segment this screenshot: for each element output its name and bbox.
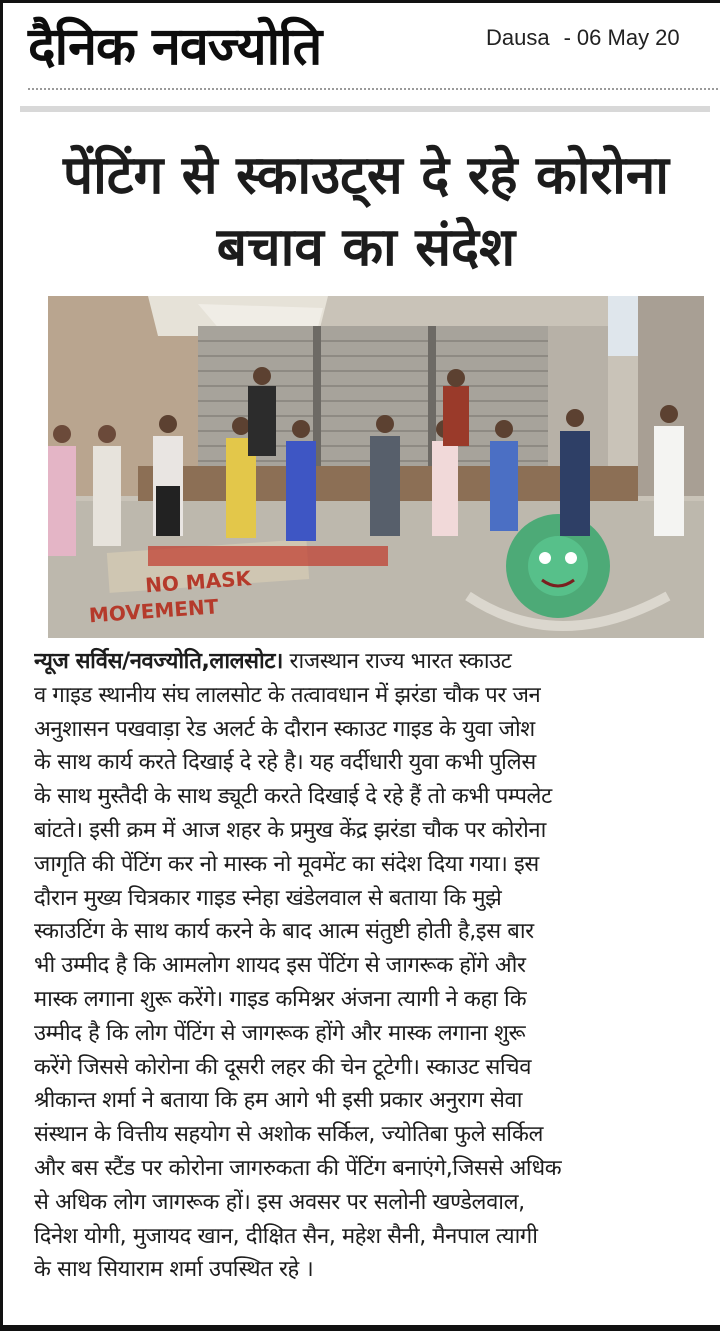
article-line-text: राजस्थान राज्य भारत स्काउट xyxy=(282,649,512,674)
article-line: दिनेश योगी, मुजायद खान, दीक्षित सैन, महेश सैनी, मैनपाल त्यागी xyxy=(34,1223,538,1249)
edition-date: 06 May 20 xyxy=(576,25,680,50)
edition-city: Dausa xyxy=(486,25,550,50)
frame-bottom xyxy=(0,1325,720,1331)
edition-separator: - xyxy=(563,25,571,50)
headline-line-1: पेंटिंग से स्काउट्स दे रहे कोरोना xyxy=(62,145,670,206)
mural-text-line2: MOVEMENT xyxy=(88,594,220,628)
article-line xyxy=(34,645,706,679)
frame-top xyxy=(0,0,720,3)
article-line: करेंगे जिससे कोरोना की दूसरी लहर की चेन टूटेगी। स्काउट सचिव xyxy=(34,1054,532,1080)
article-line: श्रीकान्त शर्मा ने बताया कि हम आगे भी इसी प्रकार अनुराग सेवा xyxy=(34,1088,523,1114)
article-line: मास्क लगाना शुरू करेंगे। गाइड कमिश्नर अंजना त्यागी ने कहा कि xyxy=(34,986,527,1012)
article-line: के साथ सियाराम शर्मा उपस्थित रहे । xyxy=(34,1257,314,1283)
masthead-dotted-rule xyxy=(28,88,718,98)
news-photo xyxy=(48,296,704,638)
article-line: अनुशासन पखवाड़ा रेड अलर्ट के दौरान स्काउट गाइड के युवा जोश xyxy=(34,716,535,742)
headline-line-2: बचाव का संदेश xyxy=(216,217,516,278)
article-line: और बस स्टैंड पर कोरोना जागरुकता की पेंटिंग बनाएंगे,जिससे अधिक xyxy=(34,1155,562,1181)
article-line: व गाइड स्थानीय संघ लालसोट के तत्वावधान में झरंडा चौक पर जन xyxy=(34,682,541,708)
article-line: दौरान मुख्य चित्रकार गाइड स्नेहा खंडेलवाल से बताया कि मुझे xyxy=(34,885,502,911)
article-line: जागृति की पेंटिंग कर नो मास्क नो मूवमेंट का संदेश दिया गया। इस xyxy=(34,851,539,877)
article-line: संस्थान के वित्तीय सहयोग से अशोक सर्किल, ज्योतिबा फुले सर्किल xyxy=(34,1122,543,1148)
article-line: उम्मीद है कि लोग पेंटिंग से जागरूक होंगे और मास्क लगाना शुरू xyxy=(34,1020,526,1046)
edition-dateline xyxy=(486,22,720,54)
newspaper-masthead: दैनिक नवज्योति xyxy=(28,17,322,77)
article-line: से अधिक लोग जागरूक हों। इस अवसर पर सलोनी खण्डेलवाल, xyxy=(34,1189,525,1215)
article-headline xyxy=(28,140,704,290)
article-byline: न्यूज सर्विस/नवज्योति,लालसोट। xyxy=(34,649,283,674)
masthead-rule xyxy=(20,106,710,112)
mural-text-line1: NO MASK xyxy=(144,566,252,598)
article-line: भी उम्मीद है कि आमलोग शायद इस पेंटिंग से जागरूक होंगे और xyxy=(34,953,526,979)
article-body xyxy=(34,645,706,1325)
frame-left xyxy=(0,0,3,1331)
news-photo-illustration xyxy=(48,296,704,638)
article-line: के साथ कार्य करते दिखाई दे रहे है। यह वर्दीधारी युवा कभी पुलिस xyxy=(34,750,536,776)
article-line: बांटते। इसी क्रम में आज शहर के प्रमुख केंद्र झरंडा चौक पर कोरोना xyxy=(34,817,546,843)
article-line: स्काउटिंग के साथ कार्य करने के बाद आत्म संतुष्टी होती है,इस बार xyxy=(34,919,534,945)
article-line: के साथ मुस्तैदी के साथ ड्यूटी करते दिखाई दे रहे हैं तो कभी पम्पलेट xyxy=(34,784,552,810)
